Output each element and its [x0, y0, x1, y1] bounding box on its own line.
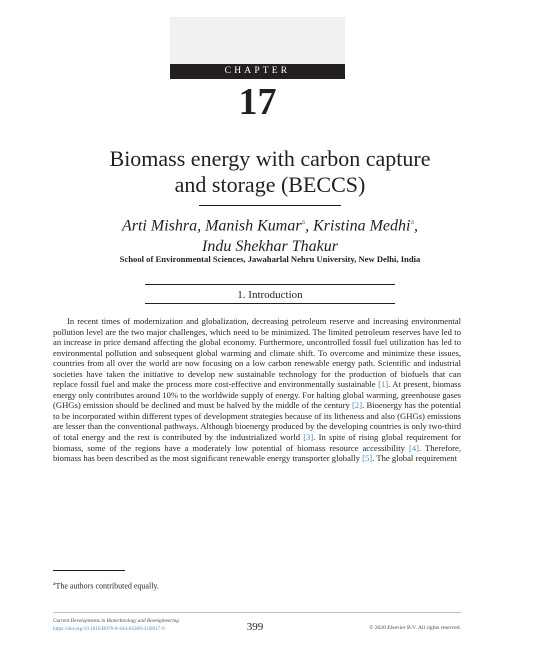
citation-link[interactable]: [2]: [352, 400, 363, 411]
citation-link[interactable]: [5]: [362, 453, 373, 464]
title-divider: [199, 205, 341, 206]
page-number: 399: [246, 621, 264, 633]
citation-link[interactable]: [3]: [303, 432, 314, 443]
copyright-notice: © 2020 Elsevier B.V. All rights reserved.: [369, 625, 461, 631]
author-name: Arti Mishra: [121, 217, 198, 235]
body-text-segment: . The global requirement: [372, 453, 457, 464]
journal-title: Current Developments in Biotechnology and Bioengineering: [53, 618, 179, 624]
chapter-label: CHAPTER: [170, 64, 345, 79]
title-line-2: and storage (BECCS): [174, 172, 366, 197]
body-paragraph: [53, 316, 461, 464]
author-footnote-marker[interactable]: a: [301, 217, 306, 226]
section-heading: 1. Introduction: [237, 289, 303, 301]
section-rule-bottom: [145, 303, 395, 304]
footnote-text: The authors contributed equally.: [55, 581, 159, 591]
body-text-segment: . Therefore, biomass has been described as the most significant renewable energy transporter globally: [53, 442, 461, 464]
footer-divider: [53, 612, 461, 613]
chapter-number: 17: [238, 81, 277, 123]
author-list: Arti Mishra, Manish Kumar$^a$, Kristina Medhi$^a$, Indu Shekhar Thakur: [121, 217, 419, 256]
body-text-segment: . In spite of rising global requirement for biomass, some of the regions have a moderately low potential of biomass resource accessibility: [53, 432, 461, 453]
citation-link[interactable]: [1]: [378, 379, 389, 390]
affiliation: School of Environmental Sciences, Jawaharlal Nehru University, New Delhi, India: [119, 254, 421, 264]
author-name: Indu Shekhar Thakur: [202, 238, 338, 256]
footnote: [53, 581, 159, 591]
doi-link[interactable]: https://doi.org/10.1016/B978-0-444-64309-4.00017-9: [53, 626, 165, 632]
author-footnote-marker[interactable]: a: [410, 217, 415, 226]
section-rule-top: [145, 284, 395, 285]
footnote-divider: [53, 570, 125, 571]
chapter-header-box: [170, 17, 345, 64]
body-text-segment: . Bioenergy has the potential to be incorporated within different types of development strategies because of its litheness and also (GHGs) emissions are lesser than the conventional pathways. Although bioenergy produced by the developing countries is only two-third of total energy and the rest is contributed by the industrialized world: [53, 400, 461, 443]
body-text-segment: . At present, biomass energy only contributes around 10% to the worldwide supply of energy. For halting global warming, greenhouse gases (GHGs) emission should be declined and must be halved by the middle of the century: [53, 379, 461, 411]
citation-link[interactable]: [4]: [408, 442, 419, 453]
footnote-marker: a: [53, 581, 56, 587]
author-name: Manish Kumar: [205, 217, 302, 235]
title-line-1: Biomass energy with carbon capture: [109, 146, 431, 171]
body-text-segment: In recent times of modernization and globalization, decreasing petroleum reserve and increasing environmental pollution level are the two major challenges, which need to be minimized. The limited petroleum reserves have led to an increase in price demand affecting the global economy. Furthermore, uncontrolled fossil fuel utilization has led to environmental pollution and subsequent global warming and climate shift. To overcome and minimize these issues, countries from all over the world are now focusing on a low carbon renewable energy path. Scientific and industrial societies have taken the initiative to develop new sustainable technology for the production of biofuels that can replace fossil fuel and make the process more cost-effective and environmentally sustainable: [53, 316, 461, 390]
author-name: Kristina Medhi: [313, 217, 411, 235]
chapter-title: [40, 146, 500, 198]
